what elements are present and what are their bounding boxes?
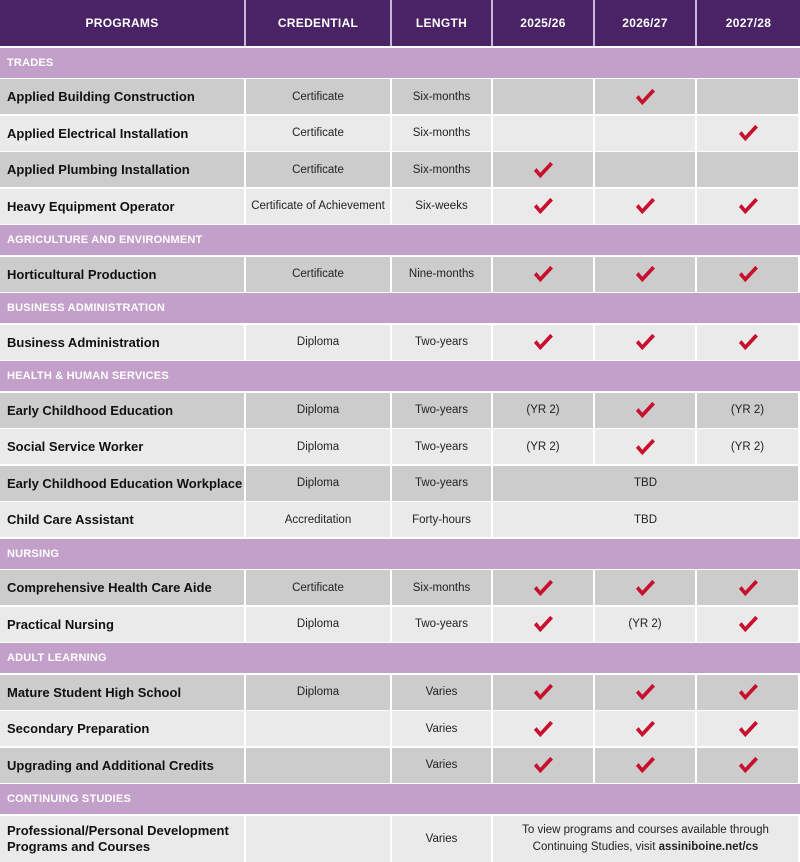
checkmark-icon: [737, 196, 759, 216]
year-cell: [697, 325, 800, 360]
program-length: Forty-hours: [392, 502, 493, 537]
year-cell: (YR 2): [595, 607, 697, 642]
section-header: [0, 225, 800, 255]
year-cell: [697, 607, 800, 642]
year-cell: [493, 607, 595, 642]
table-row: [0, 79, 800, 114]
schedule-note: TBD: [493, 502, 800, 537]
credential: Diploma: [246, 466, 392, 501]
year-cell: [595, 325, 697, 360]
credential: Diploma: [246, 429, 392, 464]
program-name: Practical Nursing: [0, 607, 246, 642]
program-length: Two-years: [392, 429, 493, 464]
year-cell: [697, 675, 800, 710]
program-name: Secondary Preparation: [0, 711, 246, 746]
header-credential: CREDENTIAL: [246, 0, 392, 46]
continuing-studies-link[interactable]: assiniboine.net/cs: [658, 840, 759, 853]
checkmark-icon: [532, 578, 554, 598]
header-programs: PROGRAMS: [0, 0, 246, 46]
section-title: NURSING: [7, 547, 60, 560]
section-title: CONTINUING STUDIES: [7, 793, 131, 805]
checkmark-icon: [634, 719, 656, 739]
section-header: [0, 539, 800, 569]
program-length: Two-years: [392, 325, 493, 360]
year-cell: (YR 2): [697, 429, 800, 464]
table-row: [0, 711, 800, 746]
credential: Accreditation: [246, 502, 392, 537]
year-cell: [697, 257, 800, 292]
checkmark-icon: [737, 719, 759, 739]
program-name: Early Childhood Education: [0, 393, 246, 428]
checkmark-icon: [634, 578, 656, 598]
checkmark-icon: [737, 682, 759, 702]
year-cell: [697, 189, 800, 224]
year-cell: [493, 257, 595, 292]
year-cell: [595, 152, 697, 187]
table-row: [0, 429, 800, 464]
credential: Certificate: [246, 116, 392, 151]
program-name: Business Administration: [0, 325, 246, 360]
program-name: Horticultural Production: [0, 257, 246, 292]
program-name: Mature Student High School: [0, 675, 246, 710]
program-length: Six-months: [392, 79, 493, 114]
schedule-note: TBD: [493, 466, 800, 501]
credential: [246, 711, 392, 746]
credential: Certificate: [246, 257, 392, 292]
table-row: [0, 393, 800, 428]
section-header: [0, 361, 800, 391]
year-cell: [697, 152, 800, 187]
credential: Diploma: [246, 325, 392, 360]
year-cell: [595, 257, 697, 292]
checkmark-icon: [737, 614, 759, 634]
table-row: [0, 466, 800, 501]
program-name: Applied Plumbing Installation: [0, 152, 246, 187]
year-cell: [595, 189, 697, 224]
credential: [246, 816, 392, 862]
checkmark-icon: [532, 160, 554, 180]
checkmark-icon: [532, 332, 554, 352]
note-line: [522, 839, 769, 856]
section-title: TRADES: [7, 56, 54, 69]
table-row: [0, 675, 800, 710]
table-header: [0, 0, 800, 46]
table-row: [0, 257, 800, 292]
year-cell: [493, 675, 595, 710]
checkmark-icon: [737, 578, 759, 598]
checkmark-icon: [634, 755, 656, 775]
program-length: Varies: [392, 711, 493, 746]
program-name: Child Care Assistant: [0, 502, 246, 537]
year-cell: [697, 711, 800, 746]
checkmark-icon: [737, 755, 759, 775]
continuing-studies-note: [493, 816, 800, 862]
credential: Diploma: [246, 675, 392, 710]
program-name: Applied Building Construction: [0, 79, 246, 114]
table-row: [0, 116, 800, 151]
program-name-line: Programs and Courses: [7, 838, 151, 854]
checkmark-icon: [737, 264, 759, 284]
year-cell: [595, 429, 697, 464]
credential: Diploma: [246, 393, 392, 428]
section-title: BUSINESS ADMINISTRATION: [7, 302, 165, 314]
table-row: [0, 189, 800, 224]
checkmark-icon: [634, 400, 656, 420]
section-header: [0, 293, 800, 323]
year-cell: [493, 711, 595, 746]
program-length: Six-months: [392, 116, 493, 151]
header-year-2027-28: 2027/28: [725, 16, 772, 30]
year-cell: [595, 711, 697, 746]
checkmark-icon: [634, 196, 656, 216]
year-cell: [493, 189, 595, 224]
checkmark-icon: [532, 719, 554, 739]
checkmark-icon: [737, 332, 759, 352]
section-header: [0, 784, 800, 814]
year-cell: [595, 393, 697, 428]
program-length: Nine-months: [392, 257, 493, 292]
program-name-line: Professional/Personal Development: [7, 822, 229, 838]
section-title: ADULT LEARNING: [7, 652, 107, 664]
checkmark-icon: [532, 264, 554, 284]
credential: Certificate: [246, 152, 392, 187]
header-year-2025-26: 2025/26: [493, 0, 595, 46]
header-year-2026-27: 2026/27: [595, 0, 697, 46]
year-cell: (YR 2): [493, 429, 595, 464]
year-cell: [595, 116, 697, 151]
checkmark-icon: [634, 437, 656, 457]
year-cell: [493, 79, 595, 114]
checkmark-icon: [634, 682, 656, 702]
checkmark-icon: [634, 264, 656, 284]
program-name: Early Childhood Education Workplace: [0, 466, 246, 501]
program-name: Applied Electrical Installation: [0, 116, 246, 151]
program-length: Two-years: [392, 393, 493, 428]
year-cell: [493, 116, 595, 151]
year-cell: [595, 570, 697, 605]
table-row: [0, 502, 800, 537]
year-cell: [493, 325, 595, 360]
program-name: Comprehensive Health Care Aide: [0, 570, 246, 605]
table-row: [0, 325, 800, 360]
table-row: [0, 816, 800, 862]
year-cell: (YR 2): [493, 393, 595, 428]
year-cell: (YR 2): [697, 393, 800, 428]
checkmark-icon: [532, 614, 554, 634]
section-header: [0, 643, 800, 673]
checkmark-icon: [532, 682, 554, 702]
program-name: Heavy Equipment Operator: [0, 189, 246, 224]
program-length: Six-months: [392, 152, 493, 187]
checkmark-icon: [532, 755, 554, 775]
program-length: Two-years: [392, 607, 493, 642]
section-title: AGRICULTURE AND ENVIRONMENT: [7, 234, 203, 246]
year-cell: [697, 570, 800, 605]
checkmark-icon: [737, 123, 759, 143]
checkmark-icon: [634, 332, 656, 352]
credential: [246, 748, 392, 783]
program-length: Varies: [392, 748, 493, 783]
credential: Certificate: [246, 79, 392, 114]
year-cell: [493, 152, 595, 187]
checkmark-icon: [532, 196, 554, 216]
credential: Certificate: [246, 570, 392, 605]
program-length: Varies: [392, 675, 493, 710]
checkmark-icon: [634, 87, 656, 107]
year-cell: [493, 570, 595, 605]
section-header: [0, 48, 800, 78]
header-length: LENGTH: [392, 0, 493, 46]
table-row: [0, 607, 800, 642]
program-length: Varies: [392, 816, 493, 862]
program-name: Upgrading and Additional Credits: [0, 748, 246, 783]
table-row: [0, 570, 800, 605]
program-length: Six-weeks: [392, 189, 493, 224]
year-cell: [493, 748, 595, 783]
credential: Diploma: [246, 607, 392, 642]
section-title: HEALTH & HUMAN SERVICES: [7, 370, 169, 382]
program-length: Six-months: [392, 570, 493, 605]
note-line: To view programs and courses available through: [522, 823, 769, 836]
year-cell: [595, 748, 697, 783]
credential: Certificate of Achievement: [246, 189, 392, 224]
table-row: [0, 152, 800, 187]
program-length: Two-years: [392, 466, 493, 501]
year-cell: [697, 79, 800, 114]
year-cell: [595, 79, 697, 114]
table-row: [0, 748, 800, 783]
year-cell: [697, 748, 800, 783]
program-name: Social Service Worker: [0, 429, 246, 464]
year-cell: [595, 675, 697, 710]
program-name: [0, 816, 246, 862]
year-cell: [697, 116, 800, 151]
note-text: Continuing Studies, visit: [532, 840, 656, 853]
